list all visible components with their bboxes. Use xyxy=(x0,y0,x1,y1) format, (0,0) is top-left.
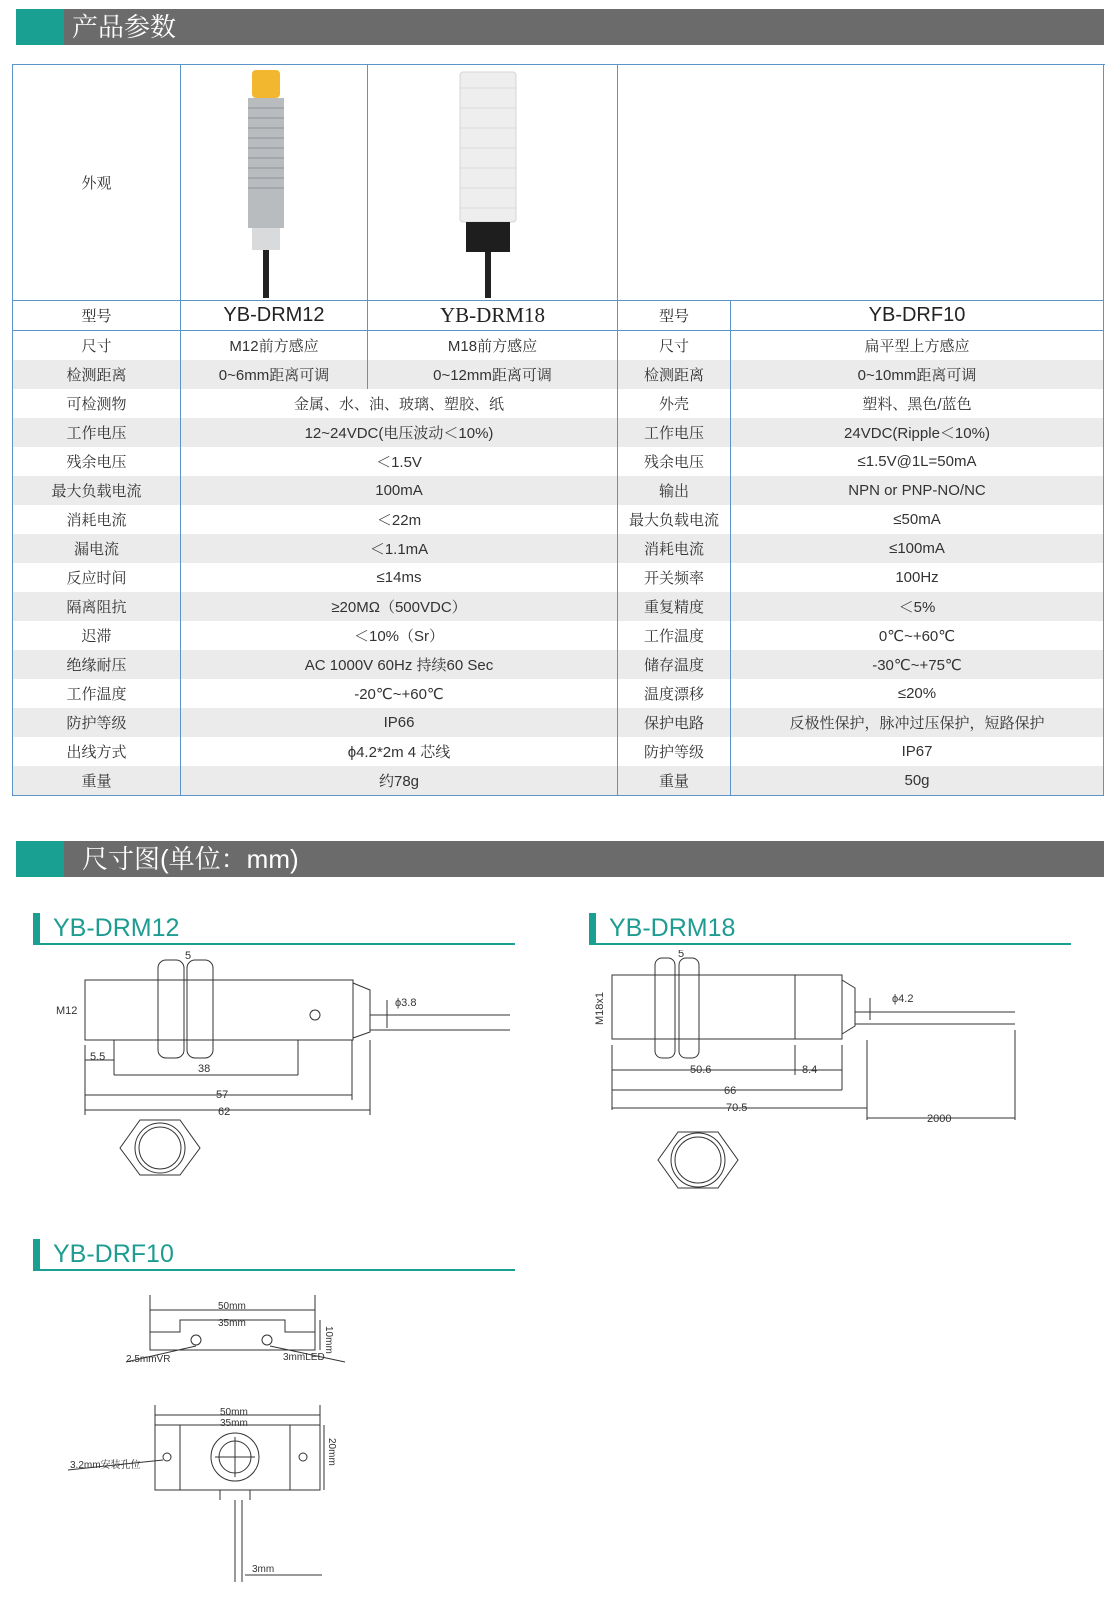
section-header-params xyxy=(16,9,1104,45)
spec-row xyxy=(13,592,1104,621)
spec-label-left: 工作温度 xyxy=(13,679,181,708)
drf10-dim-hole: 3.2mm安装孔位 xyxy=(70,1460,141,1471)
drm12-dim-nut: 5 xyxy=(185,950,192,962)
spec-row xyxy=(13,389,1104,418)
drf10-dim-h: 10mm xyxy=(323,1326,334,1354)
drm18-dim-tail: 8.4 xyxy=(802,1064,818,1076)
spec-label-left: 迟滞 xyxy=(13,621,181,650)
sensor-m12-photo xyxy=(244,68,304,298)
spec-label-right: 工作温度 xyxy=(618,621,731,650)
spec-value-drf10: NPN or PNP-NO/NC xyxy=(731,476,1104,505)
spec-label-right: 保护电路 xyxy=(618,708,731,737)
spec-value-drm-shared: ＜10%（Sr） xyxy=(181,621,618,650)
spec-row xyxy=(13,708,1104,737)
spec-label-left: 工作电压 xyxy=(13,418,181,447)
spec-value-drf10: ≤1.5V@1L=50mA xyxy=(731,447,1104,476)
spec-row xyxy=(13,505,1104,534)
drf10-dim-h2: 20mm xyxy=(326,1438,337,1466)
drf10-dim-w2: 35mm xyxy=(218,1318,246,1329)
drf10-dim-vr: 2.5mmVR xyxy=(126,1354,171,1365)
spec-label-left: 反应时间 xyxy=(13,563,181,592)
spec-row xyxy=(13,534,1104,563)
spec-label-right: 检测距离 xyxy=(618,360,731,389)
spec-value-drm-shared: 约78g xyxy=(181,766,618,796)
spec-row xyxy=(13,331,1104,361)
appearance-label: 外观 xyxy=(13,65,181,301)
sensor-m18-photo xyxy=(458,68,528,298)
drm18-dim-705: 70.5 xyxy=(726,1102,748,1114)
spec-label-left: 防护等级 xyxy=(13,708,181,737)
spec-label-right: 外壳 xyxy=(618,389,731,418)
drm18-dim-body: 50.6 xyxy=(690,1064,712,1076)
section-header-dimensions xyxy=(16,841,1104,877)
model-label-right: 型号 xyxy=(618,301,731,331)
spec-value-drf10: 扁平型上方感应 xyxy=(731,331,1104,361)
model-drm12: YB-DRM12 xyxy=(181,301,368,331)
model-drf10: YB-DRF10 xyxy=(731,301,1104,331)
spec-label-right: 开关频率 xyxy=(618,563,731,592)
spec-label-right: 储存温度 xyxy=(618,650,731,679)
section-title-params: 产品参数 xyxy=(72,12,177,42)
spec-value-drf10: 0℃~+60℃ xyxy=(731,621,1104,650)
spec-value-drm-shared: ＜1.5V xyxy=(181,447,618,476)
section-title-dimensions: 尺寸图(单位：mm) xyxy=(82,844,299,874)
spec-label-left: 残余电压 xyxy=(13,447,181,476)
spec-label-left: 检测距离 xyxy=(13,360,181,389)
drm12-dimension-drawing xyxy=(40,950,520,1225)
spec-row xyxy=(13,563,1104,592)
spec-value-drf10: 反极性保护，脉冲过压保护，短路保护 xyxy=(731,708,1104,737)
drm12-dim-thread: M12 xyxy=(56,1005,78,1017)
drawing-title-drm12: YB-DRM12 xyxy=(53,914,180,942)
spec-row xyxy=(13,766,1104,796)
spec-value-drf10: 塑料、黑色/蓝色 xyxy=(731,389,1104,418)
spec-value-drm18: 0~12mm距离可调 xyxy=(368,360,618,389)
spec-label-right: 工作电压 xyxy=(618,418,731,447)
spec-value-drm12: M12前方感应 xyxy=(181,331,368,361)
spec-row xyxy=(13,360,1104,389)
spec-value-drm-shared: ≤14ms xyxy=(181,563,618,592)
spec-row xyxy=(13,621,1104,650)
photo-drm18-cell xyxy=(368,65,618,301)
spec-value-drm-shared: 金属、水、油、玻璃、塑胶、纸 xyxy=(181,389,618,418)
drawing-heading-drm18 xyxy=(589,907,1071,945)
drawing-heading-drm12 xyxy=(33,907,515,945)
drm18-dimension-drawing xyxy=(590,950,1060,1225)
spec-label-right: 消耗电流 xyxy=(618,534,731,563)
drf10-dim-w4: 35mm xyxy=(220,1418,248,1429)
drm12-dim-cable: ϕ3.8 xyxy=(395,997,417,1009)
drf10-dim-cable: 3mm xyxy=(252,1564,275,1575)
drm18-dim-nut: 5 xyxy=(678,950,685,960)
spec-row xyxy=(13,476,1104,505)
drm12-dim-body: 38 xyxy=(198,1063,211,1075)
spec-value-drf10: ＜5% xyxy=(731,592,1104,621)
drm18-dim-thread: M18x1 xyxy=(594,991,606,1025)
spec-label-right: 温度漂移 xyxy=(618,679,731,708)
model-label-left: 型号 xyxy=(13,301,181,331)
spec-label-right: 最大负载电流 xyxy=(618,505,731,534)
spec-value-drm-shared: ≥20MΩ（500VDC） xyxy=(181,592,618,621)
spec-value-drm18: M18前方感应 xyxy=(368,331,618,361)
drm18-dim-cable-length: 2000 xyxy=(927,1113,952,1125)
spec-value-drm-shared: ＜1.1mA xyxy=(181,534,618,563)
model-drm18: YB-DRM18 xyxy=(368,301,618,331)
drf10-dim-w3: 50mm xyxy=(220,1407,248,1418)
spec-value-drf10: ≤20% xyxy=(731,679,1104,708)
spec-row xyxy=(13,679,1104,708)
spec-value-drf10: -30℃~+75℃ xyxy=(731,650,1104,679)
drm12-dim-front: 5.5 xyxy=(90,1051,106,1063)
spec-value-drf10: ≤100mA xyxy=(731,534,1104,563)
spec-value-drf10: 100Hz xyxy=(731,563,1104,592)
model-row xyxy=(13,301,1104,331)
spec-label-right: 重量 xyxy=(618,766,731,796)
spec-value-drm-shared: 100mA xyxy=(181,476,618,505)
spec-label-right: 尺寸 xyxy=(618,331,731,361)
spec-value-drf10: 24VDC(Ripple＜10%) xyxy=(731,418,1104,447)
spec-label-right: 输出 xyxy=(618,476,731,505)
drf10-dim-led: 3mmLED xyxy=(283,1352,325,1363)
spec-label-left: 尺寸 xyxy=(13,331,181,361)
spec-value-drf10: 0~10mm距离可调 xyxy=(731,360,1104,389)
drm18-dim-cable: ϕ4.2 xyxy=(892,993,914,1005)
spec-value-drm-shared: -20℃~+60℃ xyxy=(181,679,618,708)
spec-label-left: 隔离阻抗 xyxy=(13,592,181,621)
spec-row xyxy=(13,737,1104,766)
spec-label-left: 出线方式 xyxy=(13,737,181,766)
photo-blank-cell xyxy=(618,65,1104,301)
header-accent xyxy=(16,9,64,45)
spec-label-right: 重复精度 xyxy=(618,592,731,621)
appearance-row xyxy=(13,65,1104,301)
drm12-dim-62: 62 xyxy=(218,1106,231,1118)
drawing-heading-drf10 xyxy=(33,1233,515,1271)
drm18-dim-66: 66 xyxy=(724,1085,737,1097)
spec-row xyxy=(13,418,1104,447)
spec-value-drf10: IP67 xyxy=(731,737,1104,766)
spec-value-drm-shared: ＜22m xyxy=(181,505,618,534)
spec-value-drf10: ≤50mA xyxy=(731,505,1104,534)
spec-value-drm-shared: AC 1000V 60Hz 持续60 Sec xyxy=(181,650,618,679)
spec-label-left: 消耗电流 xyxy=(13,505,181,534)
spec-row xyxy=(13,650,1104,679)
spec-value-drm-shared: IP66 xyxy=(181,708,618,737)
spec-label-left: 可检测物 xyxy=(13,389,181,418)
spec-value-drm-shared: 12~24VDC(电压波动＜10%) xyxy=(181,418,618,447)
drf10-dim-w1: 50mm xyxy=(218,1301,246,1312)
spec-label-right: 防护等级 xyxy=(618,737,731,766)
spec-value-drf10: 50g xyxy=(731,766,1104,796)
drm12-dim-57: 57 xyxy=(216,1089,229,1101)
photo-drm12-cell xyxy=(181,65,368,301)
drawing-title-drm18: YB-DRM18 xyxy=(609,914,736,942)
spec-value-drm12: 0~6mm距离可调 xyxy=(181,360,368,389)
spec-label-left: 绝缘耐压 xyxy=(13,650,181,679)
spec-label-left: 漏电流 xyxy=(13,534,181,563)
spec-label-right: 残余电压 xyxy=(618,447,731,476)
spec-label-left: 最大负载电流 xyxy=(13,476,181,505)
drawing-title-drf10: YB-DRF10 xyxy=(53,1240,174,1268)
spec-value-drm-shared: ϕ4.2*2m 4 芯线 xyxy=(181,737,618,766)
header-accent xyxy=(16,841,64,877)
drf10-dimension-drawing xyxy=(60,1290,350,1590)
spec-table xyxy=(12,64,1104,796)
spec-label-left: 重量 xyxy=(13,766,181,796)
spec-row xyxy=(13,447,1104,476)
